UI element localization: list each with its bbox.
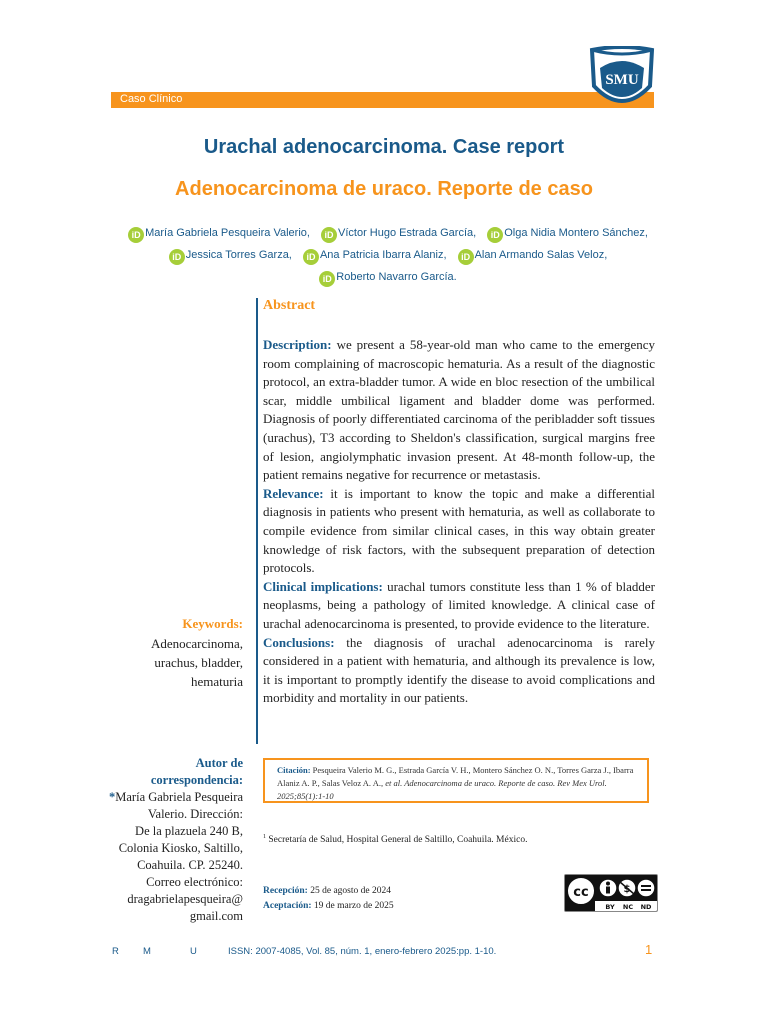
author: [479, 227, 648, 239]
author-list: [100, 222, 668, 288]
svg-text:ND: ND: [640, 903, 652, 911]
author: [120, 227, 310, 239]
footer-journal-u: U: [190, 946, 197, 957]
author: [311, 271, 456, 283]
logo-text: SMU: [605, 72, 639, 88]
abstract-relevance: Relevance: it is important to know the topic and make a differential diagnosis in patients who present with hematuria, as well as collaborate to compile evidence from similar clinical cases, in this way obtain greater knowledge of risk factors, with the subsequent preparation of detection protocols.: [263, 485, 655, 576]
description-label: Description:: [263, 337, 332, 352]
author-name: Alan Armando Salas Veloz,: [474, 249, 608, 261]
author-name: Jessica Torres Garza,: [185, 249, 292, 261]
affiliation: $^1$ Secretaría de Salud, Hospital General de Saltillo, Coahuila. México.: [263, 834, 528, 846]
smu-logo: [588, 46, 656, 112]
author: [450, 249, 608, 261]
orcid-icon[interactable]: iD: [321, 227, 337, 243]
keyword-line: urachus, bladder,: [154, 655, 243, 670]
abstract-body: [263, 336, 655, 708]
svg-text:$: $: [623, 884, 631, 895]
orcid-icon[interactable]: iD: [319, 271, 335, 287]
received-label: Recepción:: [263, 886, 308, 896]
creative-commons-license-icon[interactable]: [564, 874, 658, 912]
section-bar: [111, 92, 654, 108]
footer-journal-m: M: [143, 946, 151, 957]
email-line[interactable]: dragabrielapesqueira@: [127, 892, 243, 906]
title-english: Urachal adenocarcinoma. Case report: [203, 136, 565, 158]
page-number: 1: [645, 942, 653, 957]
author-name: María Gabriela Pesqueira Valerio,: [145, 227, 310, 239]
orcid-icon[interactable]: iD: [169, 249, 185, 265]
author-name: Víctor Hugo Estrada García,: [338, 227, 477, 239]
citation-box: Citación: Pesqueira Valerio M. G., Estrada García V. H., Montero Sánchez O. N., Torres Garza J., Ibarra Alaniz A. P., Salas Veloz A. A., et al. Adenocarcinoma de uraco. Reporte de caso. Rev Mex Urol. 2025;85(1):1-10: [263, 758, 649, 803]
abstract-conclusions: Conclusions: the diagnosis of urachal adenocarcinoma is rarely considered in a patient with hematuria, and although its prevalence is low, it is important to promptly identify the disease to avoid complications and morbidity and mortality in our patients.: [263, 634, 655, 706]
conclusions-label: Conclusions:: [263, 634, 335, 650]
orcid-icon[interactable]: iD: [458, 249, 474, 265]
svg-text:NC: NC: [622, 903, 634, 911]
author: [313, 227, 476, 239]
keywords-list: [120, 634, 243, 691]
correspondence-details: *María Gabriela Pesqueira Valerio. Dirección: De la plazuela 240 B, Colonia Kiosko, Saltillo, Coahuila. CP. 25240. Correo electrónico: dragabrielapesqueira@ gmail.com: [100, 789, 243, 925]
keyword-line: Adenocarcinoma,: [150, 636, 243, 651]
article-dates: [263, 884, 394, 914]
citation-label: Citación:: [277, 765, 311, 775]
clinical-label: Clinical implications:: [263, 578, 383, 594]
email-line[interactable]: gmail.com: [189, 909, 243, 923]
svg-text:BY: BY: [605, 903, 615, 911]
abstract-divider: [256, 298, 258, 744]
abstract-description: Description: we present a 58-year-old man who came to the emergency room complaining of macroscopic hematuria. As a result of the diagnostic protocol, an extra-bladder tumor. A wide en bloc resection of the umbilical scar, middle umbilical ligament and bladder dome was performed. Diagnosis of poorly differentiated carcinoma of the peribladder soft tissues (urachus), T3 according to Sheldon's classification, surgical margins free of lesion, angiolymphatic invasion present. At 48-month follow-up, the patient remains negative for recurrence or metastasis.: [263, 337, 655, 483]
orcid-icon[interactable]: iD: [128, 227, 144, 243]
author-name: Roberto Navarro García.: [336, 271, 457, 283]
abstract-heading: Abstract: [263, 298, 316, 313]
accepted-label: Aceptación:: [263, 901, 312, 911]
author-name: Ana Patricia Ibarra Alaniz,: [319, 249, 447, 261]
accepted-date: 19 de marzo de 2025: [311, 901, 394, 911]
orcid-icon[interactable]: iD: [303, 249, 319, 265]
correspondence-heading: Autor de correspondencia:: [150, 756, 243, 787]
title-spanish: Adenocarcinoma de uraco. Reporte de caso: [175, 178, 593, 200]
keyword-line: hematuria: [191, 674, 243, 689]
abstract-clinical: Clinical implications: urachal tumors constitute less than 1 % of bladder neoplasms, being a pathology of limited knowledge. A clinical case of urachal adenocarcinoma is presented, to provide evidence to the literature.: [263, 578, 655, 631]
footer-journal-r: R: [112, 946, 119, 957]
cc-icon: cc: [573, 885, 589, 900]
relevance-label: Relevance:: [263, 485, 324, 501]
received-date: 25 de agosto de 2024: [307, 886, 391, 896]
footer-issn: ISSN: 2007-4085, Vol. 85, núm. 1, enero-febrero 2025:pp. 1-10.: [228, 946, 497, 957]
asterisk: *: [109, 790, 116, 804]
keywords-heading: Keywords:: [182, 616, 243, 631]
author: [295, 249, 447, 261]
section-label: Caso Clínico: [120, 93, 183, 105]
author: [161, 249, 292, 261]
author-name: Olga Nidia Montero Sánchez,: [504, 227, 648, 239]
orcid-icon[interactable]: iD: [487, 227, 503, 243]
